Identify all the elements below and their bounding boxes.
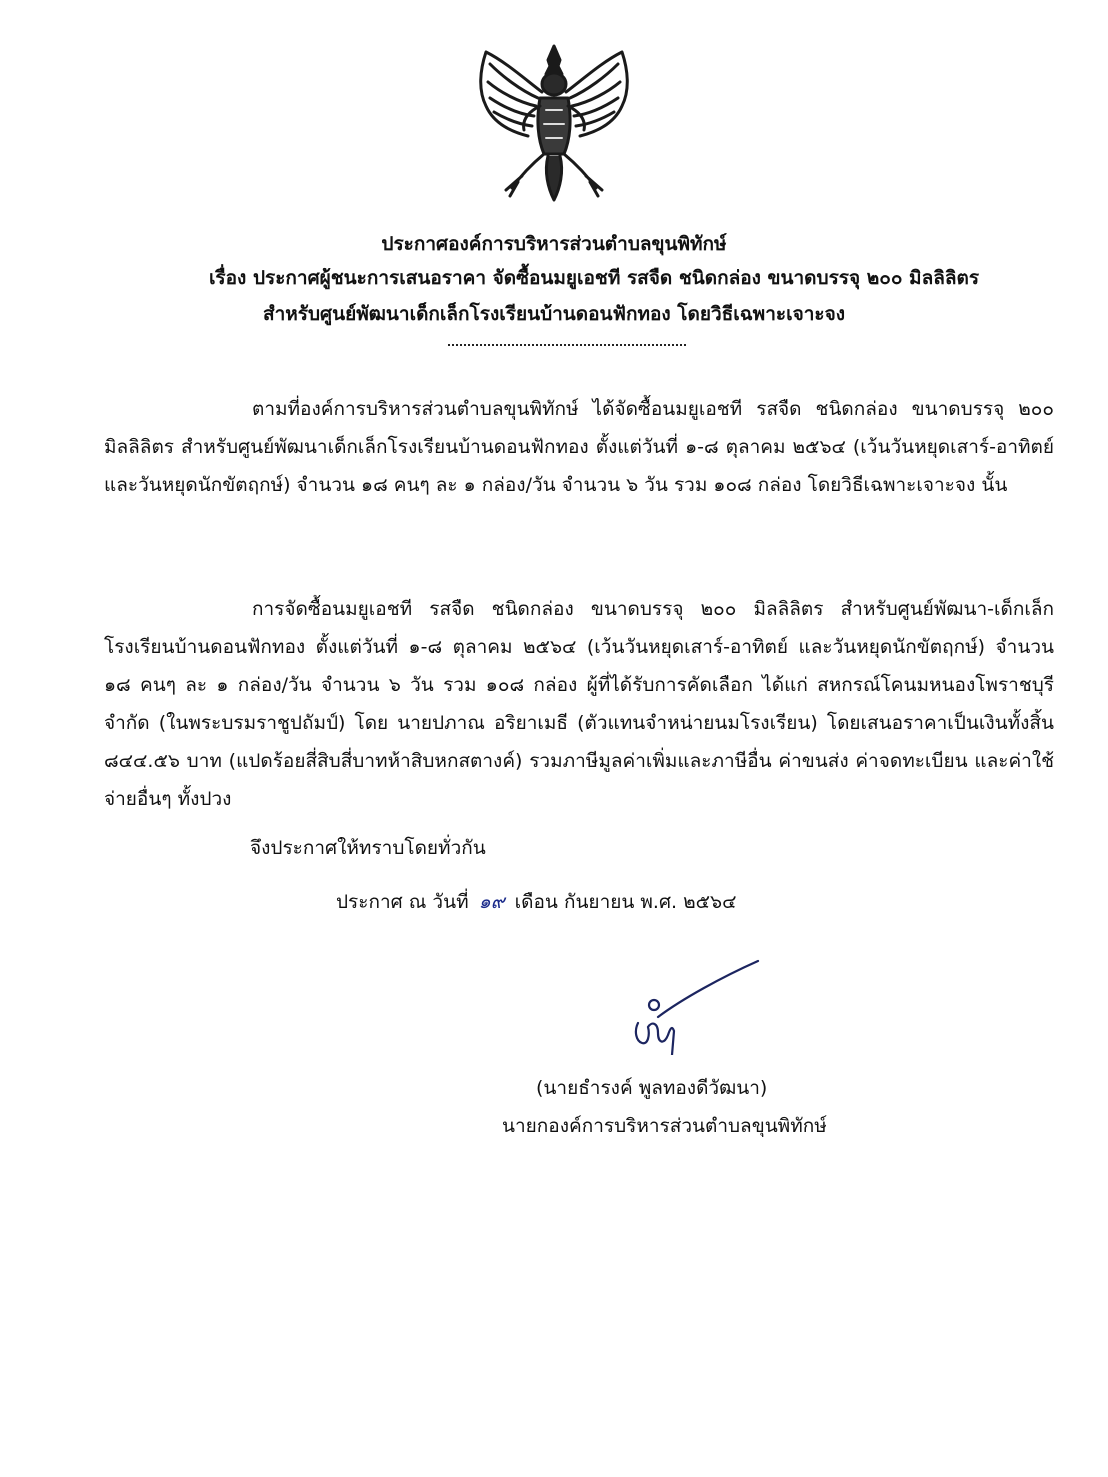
signer-title: นายกองค์การบริหารส่วนตำบลขุนพิทักษ์: [502, 1115, 827, 1137]
paragraph-2-text: การจัดซื้อนมยูเอชที รสจืด ชนิดกล่อง ขนาดบรรจุ ๒๐๐ มิลลิลิตร สำหรับศูนย์พัฒนา-เด็กเล็กโรงเรียนบ้านดอนฟักทอง ตั้งแต่วันที่ ๑-๘ ตุลาคม ๒๕๖๔ (เว้นวันหยุดเสาร์-อาทิตย์ และวันหยุดนักขัตฤกษ์) จำนวน ๑๘ คนๆ ละ ๑ กล่อง/วัน จำนวน ๖ วัน รวม ๑๐๘ กล่อง ผู้ที่ได้รับการคัดเลือก ได้แก่ สหกรณ์โคนมหนองโพราชบุรี จำกัด (ในพระบรมราชูปถัมป์) โดย นายปภาณ อริยาเมธี (ตัวแทนจำหน่ายนมโรงเรียน) โดยเสนอราคาเป็นเงินทั้งสิ้น ๘๔๔.๕๖ บาท (แปดร้อยสี่สิบสี่บาทห้าสิบหกสตางค์) รวมภาษีมูลค่าเพิ่มและภาษีอื่น ค่าขนส่ง ค่าจดทะเบียน และค่าใช้จ่ายอื่นๆ ทั้งปวง: [104, 598, 1054, 810]
date-month-year: เดือน กันยายน พ.ศ. ๒๕๖๔: [514, 891, 737, 913]
header-subject: เรื่อง ประกาศผู้ชนะการเสนอราคา จัดซื้อนมยูเอชที รสจืด ชนิดกล่อง ขนาดบรรจุ ๒๐๐ มิลลิลิตร: [208, 267, 980, 289]
garuda-emblem-icon: [466, 40, 642, 204]
handwritten-signature-icon: [612, 955, 772, 1055]
paragraph-2: [104, 590, 1054, 818]
header-subject-continued: สำหรับศูนย์พัฒนาเด็กเล็กโรงเรียนบ้านดอนฟักทอง โดยวิธีเฉพาะเจาะจง: [263, 303, 845, 325]
dotted-separator: [448, 344, 686, 346]
paragraph-1: [104, 390, 1054, 504]
date-line: [336, 884, 736, 920]
date-prefix: ประกาศ ณ วันที่: [336, 891, 469, 913]
header-title: ประกาศองค์การบริหารส่วนตำบลขุนพิทักษ์: [381, 233, 727, 255]
paragraph-1-text: ตามที่องค์การบริหารส่วนตำบลขุนพิทักษ์ ได้จัดซื้อนมยูเอชที รสจืด ชนิดกล่อง ขนาดบรรจุ ๒๐๐ มิลลิลิตร สำหรับศูนย์พัฒนาเด็กเล็กโรงเรียนบ้านดอนฟักทอง ตั้งแต่วันที่ ๑-๘ ตุลาคม ๒๕๖๔ (เว้นวันหยุดเสาร์-อาทิตย์ และวันหยุดนักขัตฤกษ์) จำนวน ๑๘ คนๆ ละ ๑ กล่อง/วัน จำนวน ๖ วัน รวม ๑๐๘ กล่อง โดยวิธีเฉพาะเจาะจง นั้น: [104, 398, 1054, 496]
date-day: ๑๙: [478, 891, 505, 913]
signer-name: (นายธำรงค์ พูลทองดีวัฒนา): [536, 1077, 768, 1099]
notice-line: จึงประกาศให้ทราบโดยทั่วกัน: [250, 837, 486, 859]
